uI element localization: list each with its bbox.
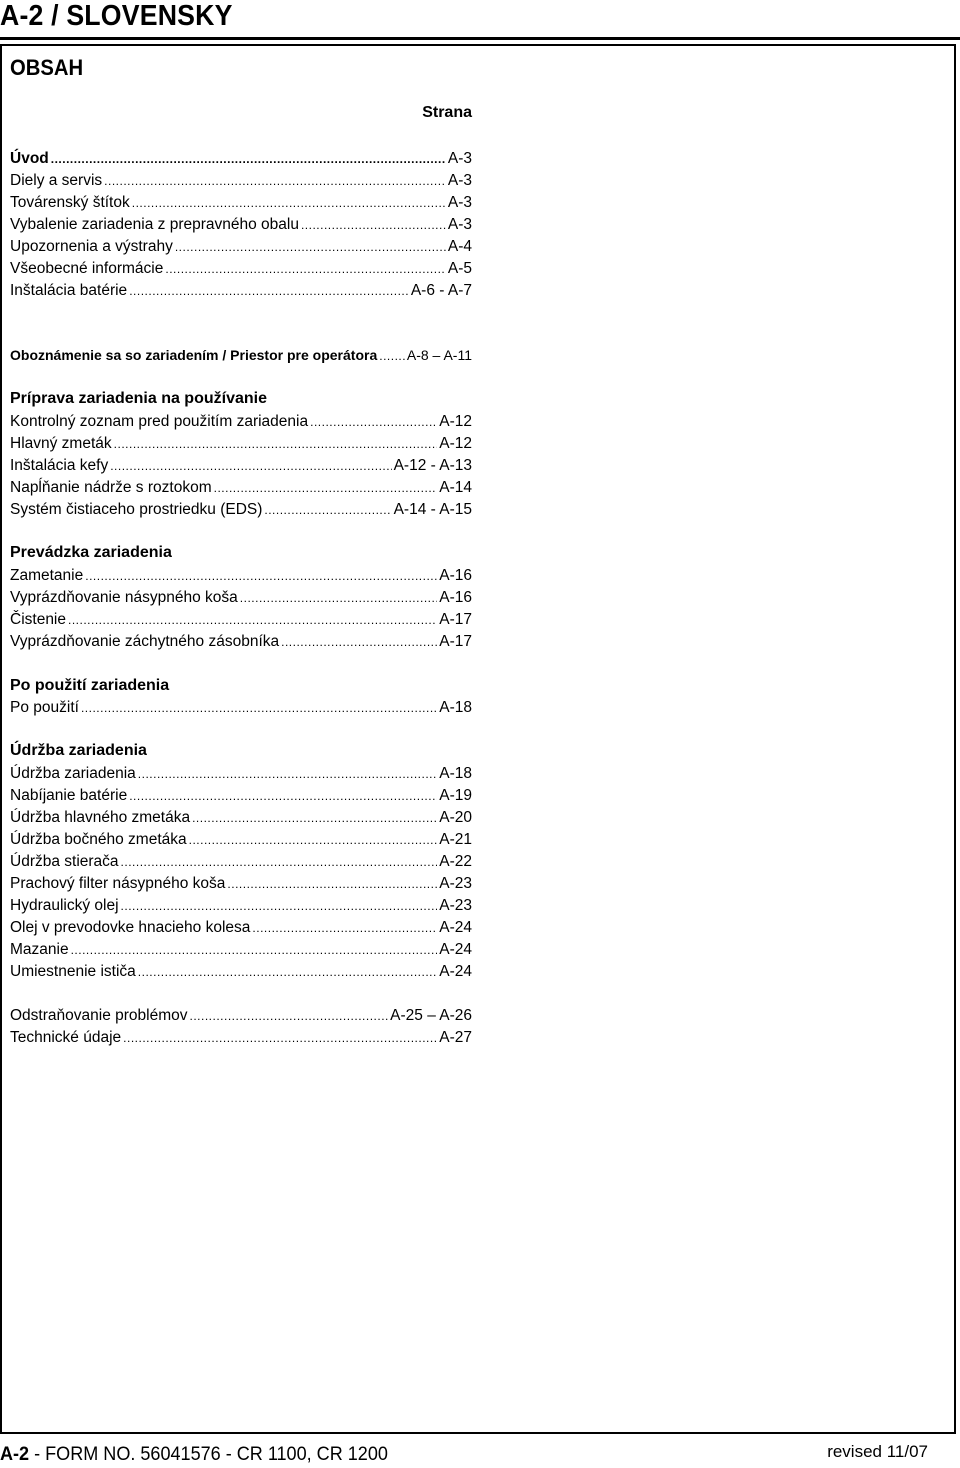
dot-leader	[264, 499, 391, 521]
toc-entry-page: A-16	[439, 589, 472, 606]
toc-entry-page: A-12 - A-13	[393, 457, 472, 474]
dot-leader	[192, 807, 437, 829]
toc-entry-label: Upozornenia a výstrahy	[10, 238, 173, 255]
toc-entry-page: A-21	[439, 831, 472, 848]
toc-entry[interactable]	[10, 499, 472, 521]
dot-leader	[104, 170, 446, 192]
toc-entry[interactable]	[10, 148, 472, 170]
toc-entry-label: Vybalenie zariadenia z prepravného obalu	[10, 216, 299, 233]
toc-entry[interactable]	[10, 411, 472, 433]
toc-entry-label: Údržba zariadenia	[10, 765, 136, 782]
dot-leader	[51, 148, 446, 170]
toc-entry[interactable]	[10, 170, 472, 192]
dot-leader	[114, 433, 438, 455]
toc-entry-label: Úvod	[10, 150, 49, 167]
dot-leader	[190, 1005, 389, 1027]
dot-leader	[281, 631, 437, 653]
toc-entry[interactable]	[10, 829, 472, 851]
dot-leader	[175, 236, 446, 258]
toc-entry-label: Inštalácia kefy	[10, 457, 109, 474]
toc-entry-label: Umiestnenie ističa	[10, 963, 136, 980]
page-header-title: A-2 / SLOVENSKY	[0, 0, 233, 32]
toc-entry-label: Diely a servis	[10, 172, 103, 189]
dot-leader	[379, 345, 405, 367]
toc-entry-page: A-20	[439, 809, 472, 826]
toc-entry-label: Vyprázdňovanie záchytného zásobníka	[10, 633, 280, 650]
toc-entry[interactable]	[10, 455, 472, 477]
dot-leader	[85, 565, 437, 587]
toc-entry[interactable]	[10, 192, 472, 214]
toc-entry-page: A-3	[447, 150, 472, 167]
toc-entry-page: A-12	[439, 413, 472, 430]
page-column-heading: Strana	[422, 104, 472, 121]
toc-entry[interactable]	[10, 763, 472, 785]
toc-entry-page: A-24	[439, 941, 472, 958]
toc-entry-label: Technické údaje	[10, 1029, 122, 1046]
dot-leader	[252, 917, 437, 939]
toc-entry[interactable]	[10, 280, 472, 302]
toc-entry-label: Mazanie	[10, 941, 69, 958]
toc-entry-label: Údržba stierača	[10, 853, 119, 870]
toc-entry-label: Hlavný zmeták	[10, 435, 112, 452]
dot-leader	[310, 411, 437, 433]
toc-entry-label: Hydraulický olej	[10, 897, 119, 914]
footer-page-number: A-2	[0, 1444, 30, 1465]
header-rule	[0, 37, 960, 40]
dot-leader	[129, 785, 437, 807]
toc-entry[interactable]	[10, 433, 472, 455]
group-heading-preparation: Príprava zariadenia na používanie	[10, 390, 267, 407]
toc-entry-label: Továrenský štítok	[10, 194, 130, 211]
toc-entry[interactable]	[10, 236, 472, 258]
toc-entry-label: Systém čistiaceho prostriedku (EDS)	[10, 501, 263, 518]
dot-leader	[214, 477, 438, 499]
dot-leader	[71, 939, 438, 961]
toc-entry-page: A-6 - A-7	[410, 282, 472, 299]
dot-leader	[138, 961, 437, 983]
toc-entry-label: Údržba hlavného zmetáka	[10, 809, 191, 826]
toc-entry-page: A-8 – A-11	[406, 347, 472, 363]
toc-entry[interactable]	[10, 565, 472, 587]
toc-entry-label: Olej v prevodovke hnacieho kolesa	[10, 919, 251, 936]
footer-form-number: - FORM NO. 56041576 - CR 1100, CR 1200	[29, 1444, 388, 1465]
toc-entry-page: A-22	[439, 853, 472, 870]
toc-entry-label: Kontrolný zoznam pred použitím zariadenia	[10, 413, 309, 430]
dot-leader	[227, 873, 437, 895]
toc-entry-page: A-24	[439, 919, 472, 936]
toc-entry-label: Prachový filter násypného koša	[10, 875, 226, 892]
toc-entry[interactable]	[10, 895, 472, 917]
dot-leader	[110, 455, 391, 477]
toc-entry[interactable]	[10, 214, 472, 236]
toc-entry-label: Inštalácia batérie	[10, 282, 128, 299]
toc-entry-page: A-3	[447, 172, 472, 189]
toc-entry[interactable]	[10, 631, 472, 653]
toc-entry-page: A-19	[439, 787, 472, 804]
toc-entry[interactable]	[10, 873, 472, 895]
dot-leader	[121, 895, 438, 917]
toc-entry[interactable]	[10, 939, 472, 961]
toc-entry[interactable]	[10, 697, 472, 719]
toc-entry[interactable]	[10, 917, 472, 939]
footer-form-info	[0, 1444, 388, 1466]
toc-entry-page: A-17	[439, 611, 472, 628]
dot-leader	[240, 587, 437, 609]
toc-entry-label: Po použití	[10, 699, 79, 716]
toc-entry-label: Zametanie	[10, 567, 84, 584]
toc-entry[interactable]	[10, 851, 472, 873]
toc-entry-label: Údržba bočného zmetáka	[10, 831, 187, 848]
toc-entry-page: A-3	[447, 216, 472, 233]
toc-entry-label: Oboznámenie sa so zariadením / Priestor pre operátora	[10, 347, 378, 363]
toc-entry-page: A-18	[439, 699, 472, 716]
toc-entry-page: A-18	[439, 765, 472, 782]
dot-leader	[301, 214, 446, 236]
dot-leader	[132, 192, 446, 214]
footer-revision: revised 11/07	[827, 1442, 928, 1461]
toc-entry-label: Všeobecné informácie	[10, 260, 164, 277]
dot-leader	[165, 258, 446, 280]
toc-entry-label: Nabíjanie batérie	[10, 787, 128, 804]
toc-entry-page: A-27	[439, 1029, 472, 1046]
toc-entry-label: Odstraňovanie problémov	[10, 1007, 188, 1024]
group-heading-after-use: Po použití zariadenia	[10, 677, 170, 694]
toc-entry-operator[interactable]	[10, 344, 472, 366]
toc-entry-page: A-4	[447, 238, 472, 255]
toc-entry[interactable]	[10, 961, 472, 983]
toc-entry-label: Čistenie	[10, 611, 66, 628]
toc-entry[interactable]	[10, 807, 472, 829]
toc-entry-page: A-3	[447, 194, 472, 211]
toc-entry-label: Napĺňanie nádrže s roztokom	[10, 479, 212, 496]
group-heading-operation: Prevádzka zariadenia	[10, 544, 172, 561]
group-heading-maintenance: Údržba zariadenia	[10, 742, 147, 759]
toc-title: OBSAH	[10, 55, 84, 80]
dot-leader	[81, 697, 437, 719]
toc-entry-page: A-17	[439, 633, 472, 650]
dot-leader	[121, 851, 438, 873]
toc-entry-label: Vyprázdňovanie násypného koša	[10, 589, 238, 606]
toc-entry[interactable]	[10, 477, 472, 499]
dot-leader	[68, 609, 437, 631]
toc-entry-page: A-5	[447, 260, 472, 277]
toc-entry[interactable]	[10, 1005, 472, 1027]
toc-entry[interactable]	[10, 785, 472, 807]
toc-entry-page: A-23	[439, 875, 472, 892]
toc-entry[interactable]	[10, 1027, 472, 1049]
dot-leader	[123, 1027, 437, 1049]
dot-leader	[189, 829, 438, 851]
toc-entry-page: A-14	[439, 479, 472, 496]
toc-entry-page: A-14 - A-15	[393, 501, 472, 518]
toc-entry-page: A-12	[439, 435, 472, 452]
toc-entry[interactable]	[10, 609, 472, 631]
toc-entry-page: A-16	[439, 567, 472, 584]
dot-leader	[138, 763, 437, 785]
toc-entry-page: A-24	[439, 963, 472, 980]
toc-entry[interactable]	[10, 587, 472, 609]
toc-entry[interactable]	[10, 258, 472, 280]
dot-leader	[129, 280, 409, 302]
toc-entry-page: A-25 – A-26	[390, 1007, 472, 1024]
toc-entry-page: A-23	[439, 897, 472, 914]
